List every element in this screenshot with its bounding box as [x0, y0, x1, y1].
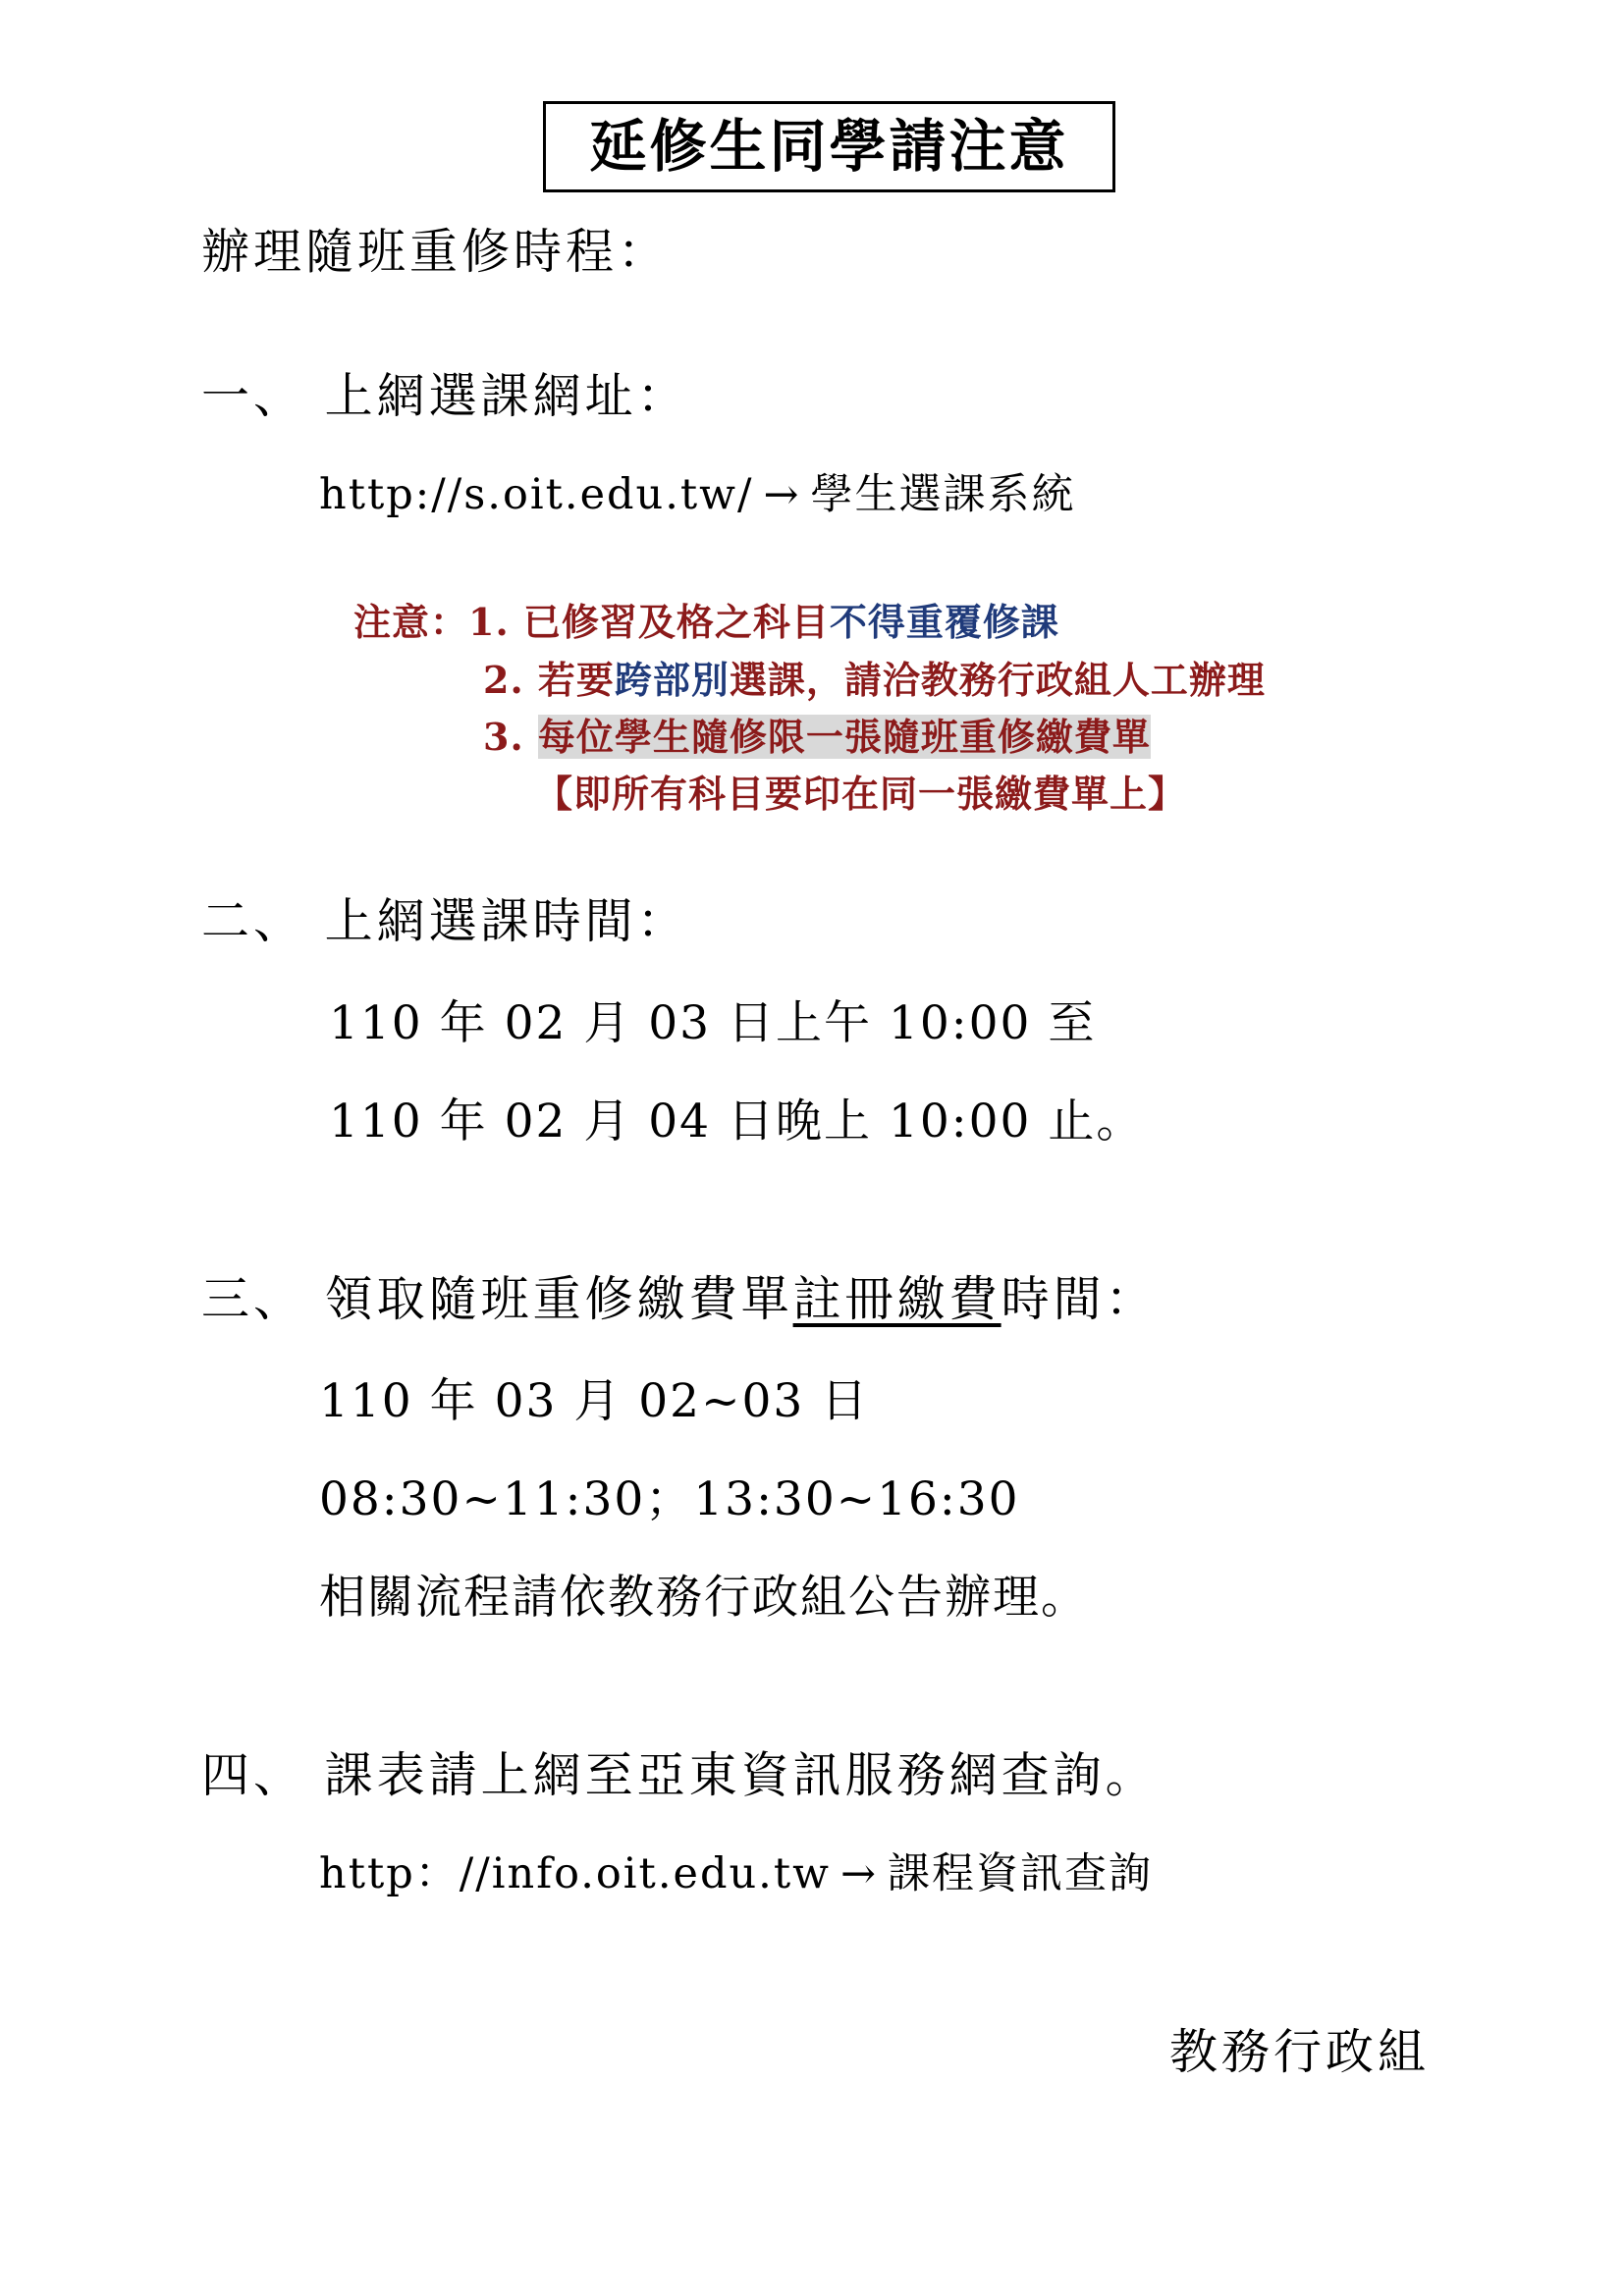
section1-heading: 一、 上網選課網址： — [201, 368, 689, 424]
notice-1-text: 1. 已修習及格之科目 — [468, 600, 830, 644]
section3-hours: 08:30~11:30；13:30~16:30 — [319, 1472, 1020, 1526]
notice-2-prefix: 2. 若要 — [483, 658, 615, 702]
notice-1-emphasis: 不得重覆修課 — [829, 600, 1059, 644]
arrow-right-icon: → — [763, 470, 801, 519]
intro-text: 辦理隨班重修時程： — [201, 224, 671, 280]
section2-start-time: 110 年 02 月 03 日上午 10:00 至 — [329, 996, 1097, 1050]
section1-url-line — [319, 461, 1076, 521]
section2-heading: 二、 上網選課時間： — [201, 893, 689, 949]
section3-date: 110 年 03 月 02~03 日 — [319, 1374, 870, 1428]
notice-3-highlight: 每位學生隨修限一張隨班重修繳費單 — [537, 715, 1151, 759]
signature: 教務行政組 — [1168, 2024, 1430, 2080]
section3-procedure-note: 相關流程請依教務行政組公告辦理。 — [319, 1571, 1089, 1625]
notice-line-3 — [483, 707, 1151, 761]
info-service-target: 課程資訊查詢 — [887, 1849, 1153, 1898]
notice-3-prefix: 3. — [483, 715, 538, 759]
arrow-right-icon: → — [839, 1849, 878, 1898]
notice-2-suffix: 選課，請洽教務行政組人工辦理 — [729, 658, 1266, 702]
notice-2-emphasis: 跨部別 — [614, 658, 730, 702]
section4-url-line — [319, 1841, 1153, 1900]
section3-heading — [201, 1261, 1158, 1330]
notice-label: 注意： — [353, 600, 469, 644]
section3-heading-underlined: 註冊繳費 — [792, 1271, 1001, 1327]
page-title: 延修生同學請注意 — [543, 101, 1115, 192]
course-selection-url[interactable]: http://s.oit.edu.tw/ — [319, 470, 754, 519]
notice-line-1 — [353, 592, 1059, 646]
section3-heading-suffix: 時間： — [1001, 1271, 1158, 1327]
info-service-url[interactable]: http：//info.oit.edu.tw — [319, 1849, 831, 1898]
notice-line-3-bracket: 【即所有科目要印在同一張繳費單上】 — [535, 772, 1187, 816]
section3-heading-prefix: 三、 領取隨班重修繳費單 — [201, 1271, 793, 1327]
section4-heading: 四、 課表請上網至亞東資訊服務網查詢。 — [201, 1747, 1158, 1803]
section2-end-time: 110 年 02 月 04 日晚上 10:00 止。 — [329, 1095, 1145, 1148]
course-selection-target: 學生選課系統 — [810, 470, 1076, 519]
notice-line-2 — [483, 650, 1266, 704]
